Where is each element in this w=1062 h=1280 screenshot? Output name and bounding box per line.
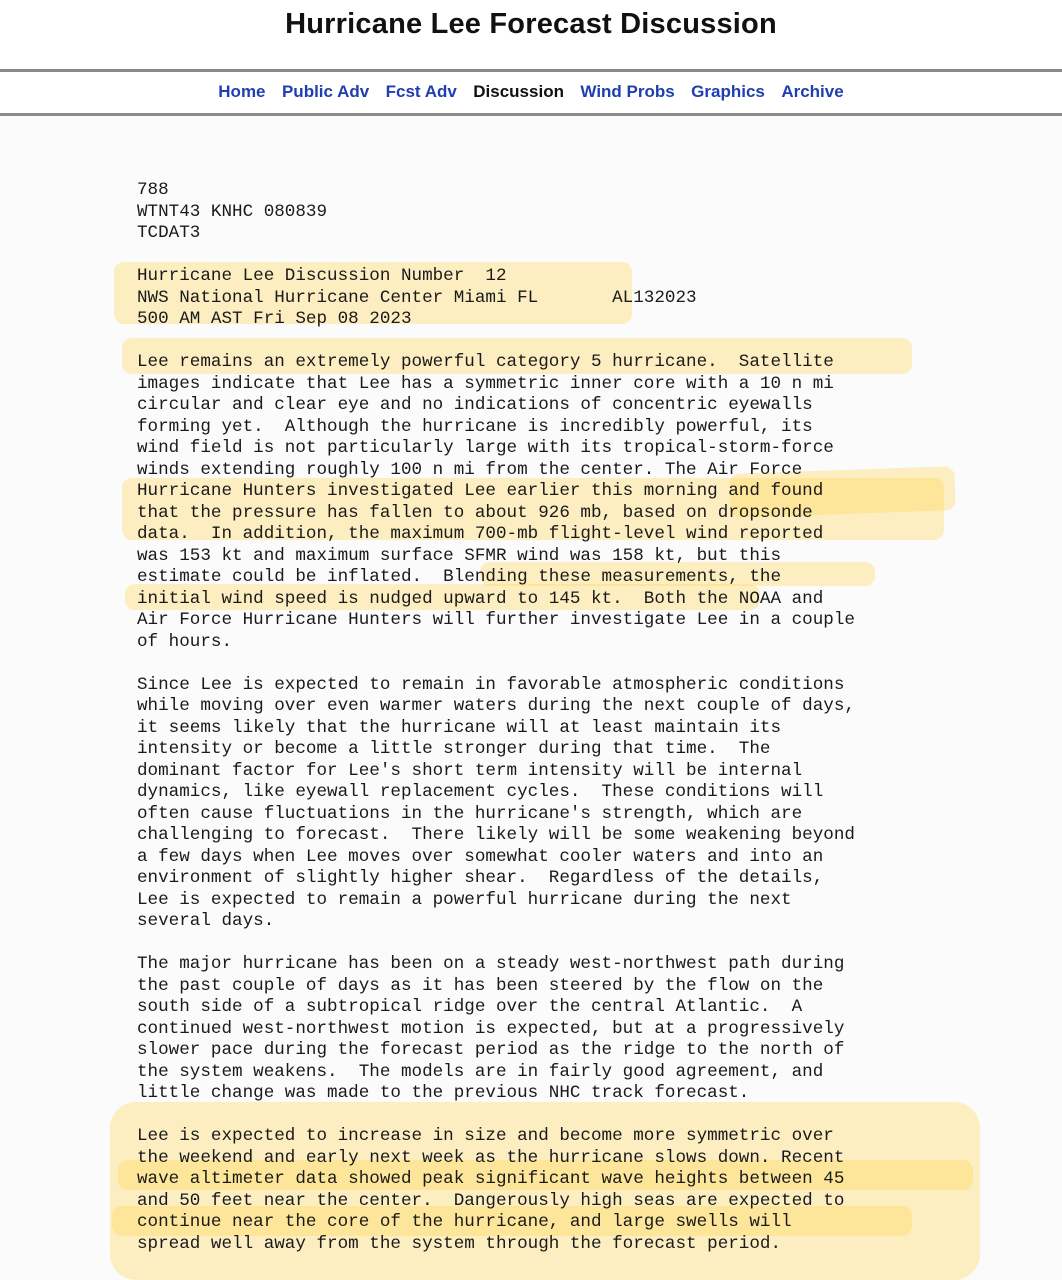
- text-line: [137, 331, 855, 353]
- text-line: that the pressure has fallen to about 926 mb, based on dropsonde: [137, 502, 813, 523]
- text-line: circular and clear eye and no indications of concentric eyewalls: [137, 395, 813, 415]
- text-line: winds extending roughly 100 n mi from the center. The Air Force: [137, 459, 803, 480]
- text-line: continue near the core of the hurricane, and large swells will: [137, 1212, 792, 1232]
- page-title: Hurricane Lee Forecast Discussion: [285, 8, 777, 40]
- nav-bar: [0, 72, 1062, 113]
- text-line: 500 AM AST Fri Sep 08 2023: [137, 309, 412, 329]
- text-line: wind field is not particularly large with its tropical-storm-force: [137, 438, 834, 458]
- text-line: the past couple of days as it has been steered by the flow on the: [137, 975, 824, 996]
- text-line: and 50 feet near the center. Dangerously high seas are expected to: [137, 1190, 845, 1211]
- text-line: data. In addition, the maximum 700-mb flight-level wind reported: [137, 524, 824, 544]
- text-line: images indicate that Lee has a symmetric inner core with a 10 n mi: [137, 373, 834, 394]
- text-line: [137, 245, 855, 267]
- text-line: little change was made to the previous NHC track forecast.: [137, 1083, 750, 1103]
- nav-current-discussion: Discussion: [473, 82, 564, 101]
- text-line: Lee is expected to remain a powerful hurricane during the next: [137, 889, 792, 910]
- text-line: was 153 kt and maximum surface SFMR wind was 158 kt, but this: [137, 545, 782, 566]
- text-line: Air Force Hurricane Hunters will further investigate Lee in a couple: [137, 610, 855, 630]
- text-line: TCDAT3: [137, 223, 201, 243]
- text-line: a few days when Lee moves over somewhat cooler waters and into an: [137, 846, 824, 867]
- nav-link-public-adv[interactable]: Public Adv: [281, 82, 370, 101]
- text-line: Hurricane Hunters investigated Lee earlier this morning and found: [137, 481, 824, 501]
- text-line: 788: [137, 180, 169, 200]
- text-line: continued west-northwest motion is expected, but at a progressively: [137, 1018, 845, 1039]
- text-line: the system weakens. The models are in fairly good agreement, and: [137, 1061, 824, 1082]
- text-line: forming yet. Although the hurricane is incredibly powerful, its: [137, 416, 813, 437]
- text-line: environment of slightly higher shear. Regardless of the details,: [137, 868, 824, 888]
- text-line: often cause fluctuations in the hurricane's strength, which are: [137, 803, 803, 824]
- text-line: intensity or become a little stronger during that time. The: [137, 739, 771, 759]
- text-line: several days.: [137, 911, 275, 931]
- text-line: Hurricane Lee Discussion Number 12: [137, 266, 507, 286]
- text-line: spread well away from the system through the forecast period.: [137, 1233, 782, 1254]
- nav-link-graphics[interactable]: Graphics: [691, 82, 765, 101]
- text-line: NWS National Hurricane Center Miami FL AL132023: [137, 287, 697, 308]
- text-line: Lee remains an extremely powerful category 5 hurricane. Satellite: [137, 352, 834, 372]
- text-line: Since Lee is expected to remain in favorable atmospheric conditions: [137, 674, 845, 695]
- discussion-text: [137, 180, 855, 1255]
- text-line: The major hurricane has been on a steady west-northwest path during: [137, 954, 845, 974]
- text-line: dominant factor for Lee's short term intensity will be internal: [137, 760, 803, 781]
- text-line: of hours.: [137, 631, 233, 652]
- text-line: [137, 933, 855, 955]
- text-line: it seems likely that the hurricane will at least maintain its: [137, 717, 782, 738]
- nav-link-home[interactable]: Home: [218, 82, 266, 101]
- text-line: [137, 1105, 855, 1127]
- nav-link-fcst-adv[interactable]: Fcst Adv: [385, 82, 457, 101]
- title-bar: [0, 0, 1062, 70]
- text-line: slower pace during the forecast period as the ridge to the north of: [137, 1040, 845, 1060]
- text-line: initial wind speed is nudged upward to 145 kt. Both the NOAA and: [137, 588, 824, 609]
- text-line: wave altimeter data showed peak significant wave heights between 45: [137, 1169, 845, 1189]
- text-line: south side of a subtropical ridge over the central Atlantic. A: [137, 997, 803, 1017]
- text-line: dynamics, like eyewall replacement cycles. These conditions will: [137, 782, 824, 802]
- text-line: while moving over even warmer waters during the next couple of days,: [137, 696, 855, 716]
- text-line: Lee is expected to increase in size and become more symmetric over: [137, 1126, 834, 1146]
- nav-links: [0, 82, 1062, 102]
- text-line: WTNT43 KNHC 080839: [137, 201, 328, 222]
- text-line: estimate could be inflated. Blending these measurements, the: [137, 567, 782, 587]
- text-line: challenging to forecast. There likely will be some weakening beyond: [137, 825, 855, 845]
- text-line: [137, 653, 855, 675]
- nav-link-archive[interactable]: Archive: [781, 82, 844, 101]
- nav-link-wind-probs[interactable]: Wind Probs: [580, 82, 675, 101]
- text-line: the weekend and early next week as the hurricane slows down. Recent: [137, 1147, 845, 1168]
